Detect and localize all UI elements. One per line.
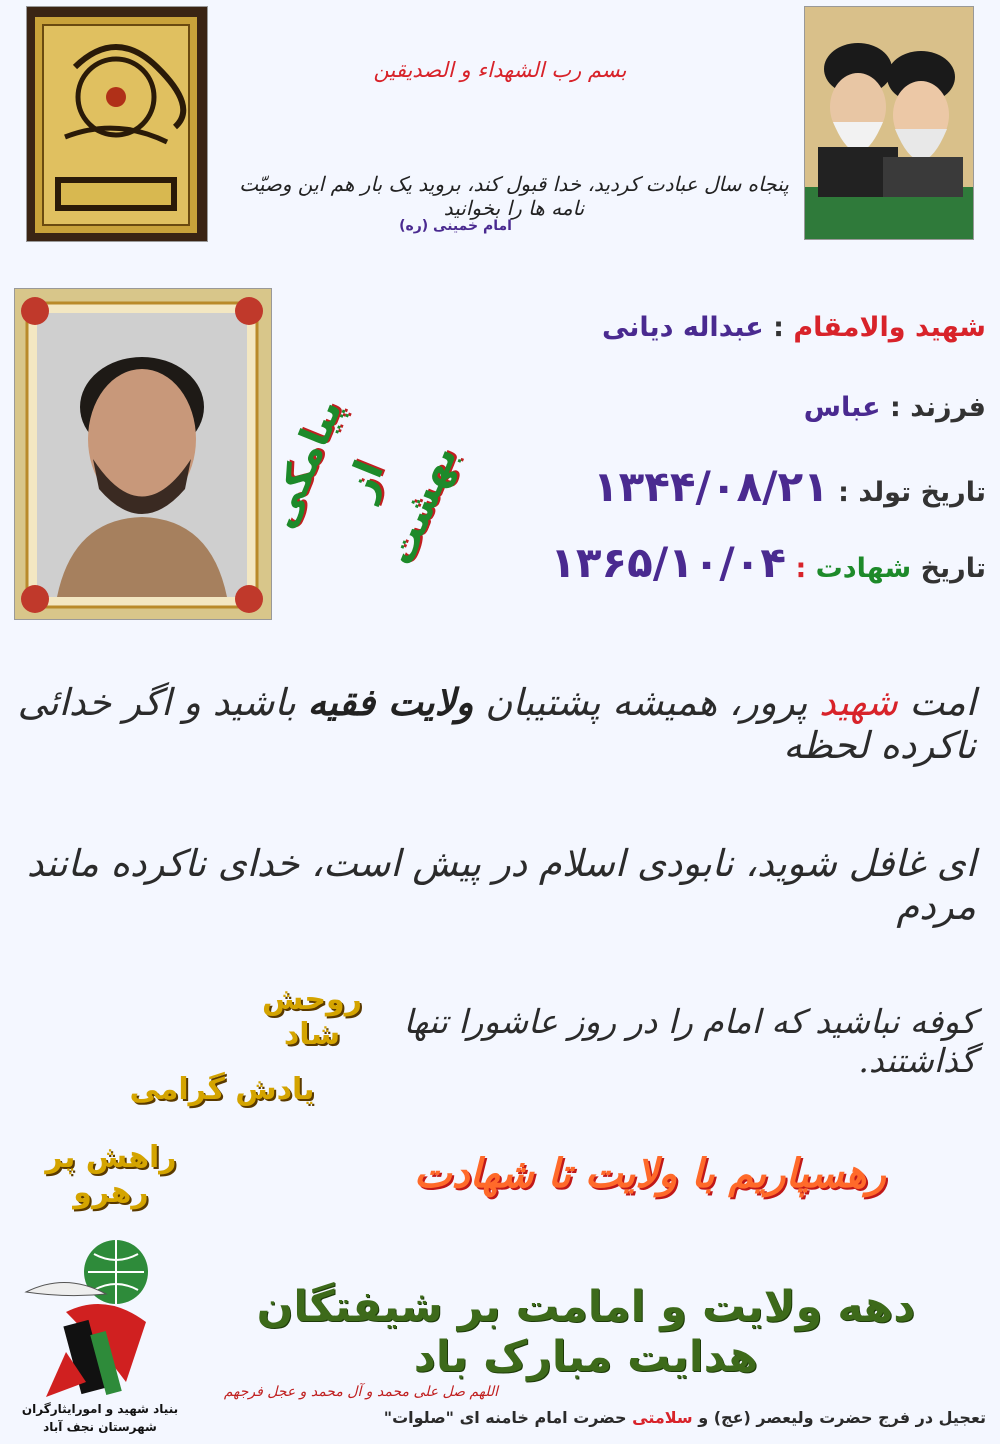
testament-1c: باشید و اگر خدائی ناکرده لحظه [17,681,976,767]
foundation-name-line2: شهرستان نجف آباد [43,1420,157,1434]
leaders-image [804,7,973,240]
testament-1-martyr: شهید [819,681,898,724]
martyrdom-label: تاریخ [920,553,986,584]
basmala-heading: بسم رب الشهداء و الصدیقین [373,58,627,82]
foundation-name [0,1400,200,1436]
martyrdom-label-highlight: شهادت [815,553,912,584]
birth-label: تاریخ تولد [858,477,986,508]
salawat-prayer: اللهم صل علی محمد و آل محمد و عجل فرجهم [223,1384,499,1400]
message-title-line2: از بهشت [336,438,467,572]
martyr-portrait [14,289,271,620]
testament-line-1 [16,680,976,767]
calligraphy-frame [26,6,208,242]
name-separator: : [763,312,794,343]
testament-1b: پرور، همیشه پشتیبان [473,681,820,724]
martyrdom-separator: : [786,553,816,584]
testament-line-3: کوفه نباشید که امام را در روز عاشورا تنها گذاشتند. [403,1002,976,1080]
foundation-logo-icon [6,1232,186,1402]
khomeini-quote: پنجاه سال عبادت کردید، خدا قبول کند، بروید یک بار هم این وصیّت نامه ها را بخوانید [239,172,789,220]
name-label: شهید والامقام [793,312,986,343]
gold-phrase-1: روحش شاد [262,982,362,1052]
father-label: فرزند [910,392,986,423]
father-separator: : [880,392,911,423]
message-title-line1: پیامکی [258,392,352,535]
leaders-photo [804,6,974,240]
greeting-banner: دهه ولایت و امامت بر شیفتگان هدایت مبارک باد [256,1282,916,1382]
birth-date: ۱۳۴۴/۰۸/۲۱ [593,462,829,511]
gold-phrase-2: یادش گرامی [129,1072,315,1107]
martyr-photo [14,288,272,620]
birth-separator: : [828,477,859,508]
foundation-name-line1: بنیاد شهید و امورایثارگران [21,1402,179,1416]
testament-1a: امت [897,681,976,724]
footer-text [220,1408,986,1427]
footer-a: تعجیل در فرج حضرت ولیعصر (عج) و [692,1408,986,1427]
footer-highlight: سلامتی [632,1408,693,1427]
father-line [386,392,986,423]
calligraphy-image [26,7,207,242]
martyrdom-date: ۱۳۶۵/۱۰/۰۴ [550,538,787,587]
testament-line-2: ای غافل شوید، نابودی اسلام در پیش است، خدای ناکرده مانند مردم [26,842,976,928]
quote-author: امام خمینی (ره) [399,218,512,234]
footer-b: حضرت امام خامنه ای "صلوات" [383,1408,633,1427]
martyr-name-line [386,312,986,343]
martyr-name: عبداله دیانی [601,312,764,343]
father-name: عباس [803,392,881,423]
gold-phrase-3: راهش پر رهرو [45,1140,177,1210]
slogan: رهسپاریم با ولایت تا شهادت [414,1150,886,1197]
testament-1-velayat: ولایت فقیه [307,680,474,724]
